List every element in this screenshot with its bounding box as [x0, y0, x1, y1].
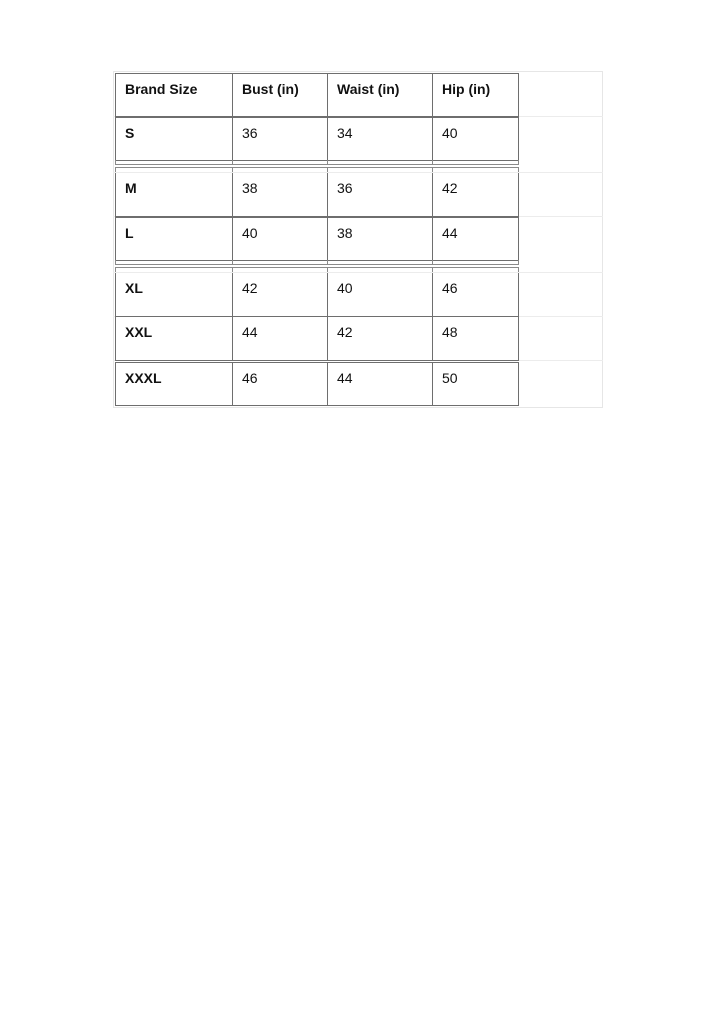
- table-row: [115, 362, 519, 406]
- bust-cell: 44: [233, 317, 328, 360]
- bust-cell: 38: [233, 173, 328, 216]
- bust-cell: 36: [233, 118, 328, 160]
- waist-cell: 36: [328, 173, 433, 216]
- size-cell: M: [116, 173, 233, 216]
- table-header-row: [115, 73, 519, 117]
- table-row: [115, 217, 519, 261]
- size-cell: XXXL: [116, 363, 233, 405]
- table-row: [115, 173, 519, 217]
- header-bust: Bust (in): [233, 74, 328, 116]
- hip-cell: 50: [442, 370, 458, 386]
- hip-cell: 42: [442, 180, 458, 196]
- table-row: [115, 317, 519, 361]
- hip-cell: 44: [442, 225, 458, 241]
- header-brand-size: Brand Size: [116, 74, 233, 116]
- header-waist: Waist (in): [328, 74, 433, 116]
- table-fragment: [115, 167, 519, 172]
- size-cell: XXL: [116, 317, 233, 360]
- bust-cell: 40: [233, 218, 328, 260]
- size-cell: S: [116, 118, 233, 160]
- waist-cell: 34: [328, 118, 433, 160]
- header-hip: Hip (in): [442, 81, 491, 97]
- table-row: [115, 273, 519, 317]
- bust-cell: 46: [233, 363, 328, 405]
- hip-cell: 48: [442, 324, 458, 340]
- waist-cell: 42: [328, 317, 433, 360]
- table-fragment: [115, 160, 519, 165]
- table-row: [115, 117, 519, 161]
- bust-cell: 42: [233, 273, 328, 316]
- size-cell: L: [116, 218, 233, 260]
- waist-cell: 38: [328, 218, 433, 260]
- hip-cell: 40: [442, 125, 458, 141]
- waist-cell: 44: [328, 363, 433, 405]
- size-cell: XL: [116, 273, 233, 316]
- waist-cell: 40: [328, 273, 433, 316]
- table-fragment: [115, 267, 519, 272]
- hip-cell: 46: [442, 280, 458, 296]
- table-fragment: [115, 260, 519, 265]
